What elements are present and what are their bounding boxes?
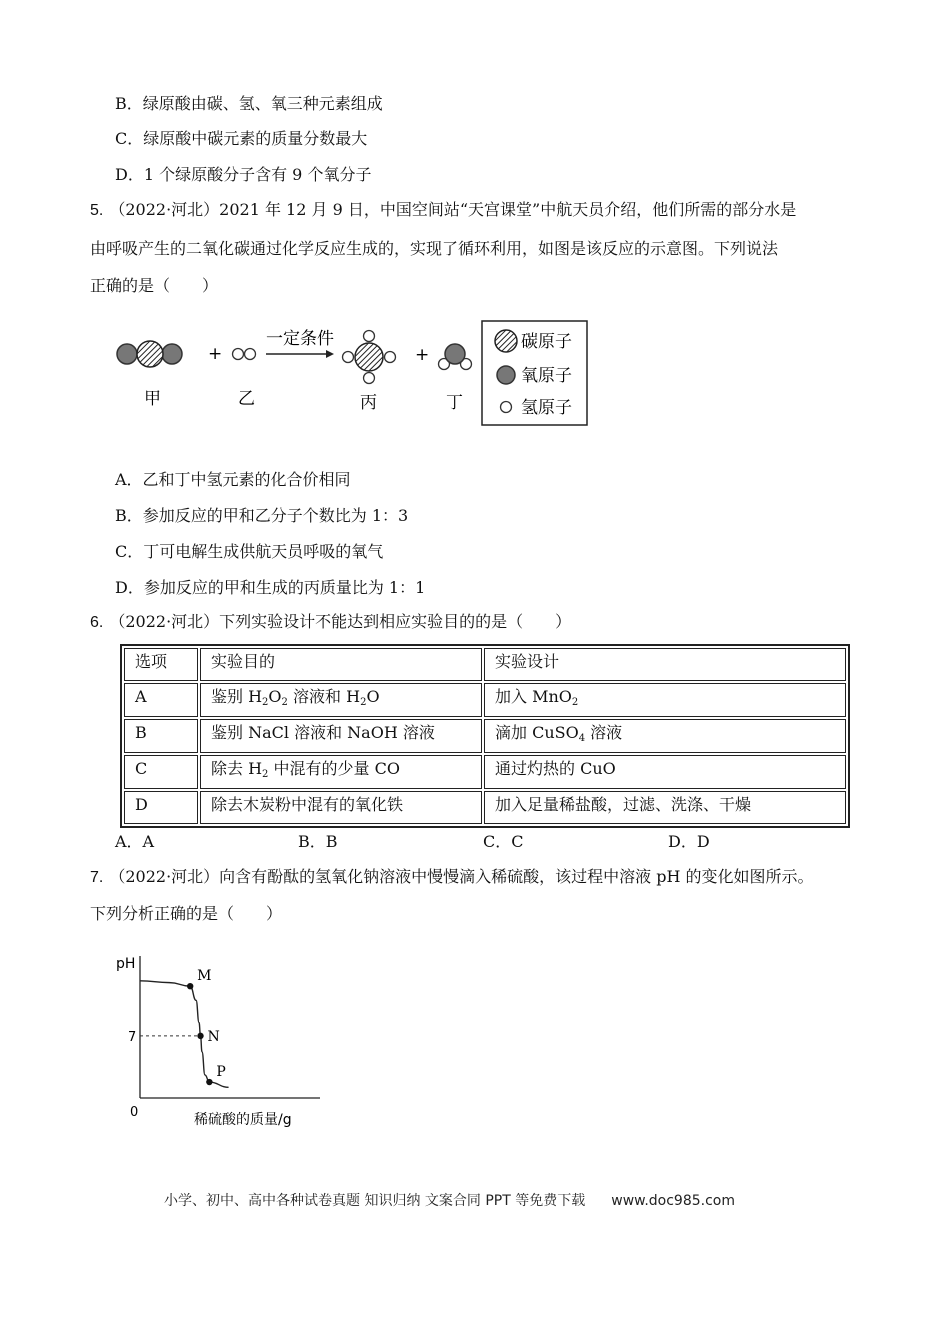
q5-stem-line-3: 正确的是（ ） (90, 276, 219, 295)
table-row (124, 683, 846, 717)
table-header-row (124, 648, 846, 681)
q4-option-c: C．绿原酸中碳元素的质量分数最大 (115, 129, 368, 148)
point-m (187, 983, 193, 989)
header-design: 实验设计 (484, 648, 846, 681)
q5-option-b: B．参加反应的甲和乙分子个数比为 1：3 (115, 506, 409, 525)
label-ding: 丁 (446, 393, 463, 413)
row-b-purpose: 鉴别 NaCl 溶液和 NaOH 溶液 (200, 719, 482, 753)
table-row (124, 791, 846, 824)
plus-sign-2: + (415, 345, 430, 365)
q6-answer-a: A．A (115, 832, 155, 851)
row-a-option: A (124, 683, 198, 717)
table-row (124, 719, 846, 753)
row-d-purpose: 除去木炭粉中混有的氧化铁 (200, 791, 482, 824)
y-axis-label: pH (116, 956, 136, 972)
label-yi: 乙 (238, 389, 255, 409)
row-c-option: C (124, 755, 198, 789)
hydrogen-atom-icon (501, 402, 512, 413)
reaction-diagram (110, 318, 600, 430)
q7-stem-line-2: 下列分析正确的是（ ） (90, 904, 283, 923)
row-d-design: 加入足量稀盐酸，过滤、洗涤、干燥 (484, 791, 846, 824)
row-d-option: D (124, 791, 198, 824)
row-a-purpose: 鉴别 $H_2O_2$ 溶液和 $H_2O$ (200, 683, 482, 717)
row-c-purpose: 除去 $H_2$ 中混有的少量 CO (200, 755, 482, 789)
label-jia: 甲 (144, 389, 161, 409)
q6-answer-c: C．C (483, 832, 524, 851)
q5-stem-line-1: 5. （2022·河北）2021 年 12 月 9 日，中国空间站“天宫课堂”中航天员介绍，他们所需的部分水是 (90, 200, 797, 219)
row-b-design: 滴加 CuSO$_4$ 溶液 (484, 719, 846, 753)
legend-hydrogen: 氢原子 (521, 398, 572, 418)
table-row (124, 755, 846, 789)
row-b-option: B (124, 719, 198, 753)
y-tick-7: 7 (128, 1029, 137, 1045)
origin-label: 0 (130, 1105, 139, 1120)
footer-text: 小学、初中、高中各种试卷真题 知识归纳 文案合同 PPT 等免费下载 (164, 1193, 586, 1209)
q6-number: 6. (90, 614, 104, 631)
q7-stem-line-1: 7. （2022·河北）向含有酚酞的氢氧化钠溶液中慢慢滴入稀硫酸，该过程中溶液 pH 的变化如图所示。 (90, 867, 814, 886)
page-footer (164, 1190, 735, 1210)
point-p (206, 1079, 212, 1085)
q6-stem: 6. （2022·河北）下列实验设计不能达到相应实验目的的是（ ） (90, 612, 572, 631)
q5-number: 5. (90, 202, 104, 219)
q6-answer-b: B．B (298, 832, 338, 851)
molecule-yi (233, 349, 256, 360)
oxygen-atom-icon (497, 366, 515, 384)
molecule-ding (439, 344, 472, 370)
q5-stem-line-2: 由呼吸产生的二氧化碳通过化学反应生成的，实现了循环利用，如图是该反应的示意图。下列说法 (90, 239, 779, 258)
legend-carbon: 碳原子 (521, 332, 572, 352)
row-c-design: 通过灼热的 CuO (484, 755, 846, 789)
header-purpose: 实验目的 (200, 648, 482, 681)
q5-option-a: A．乙和丁中氢元素的化合价相同 (115, 470, 351, 489)
molecule-jia (117, 341, 182, 367)
q5-option-d: D．参加反应的甲和生成的丙质量比为 1：1 (115, 578, 426, 597)
point-n (197, 1033, 203, 1039)
point-label-n: N (207, 1028, 220, 1045)
footer-url: www.doc985.com (611, 1193, 735, 1209)
q4-option-b: B．绿原酸由碳、氢、氧三种元素组成 (115, 94, 383, 113)
q7-number: 7. (90, 869, 104, 886)
q4-option-d: D．1 个绿原酸分子含有 9 个氧分子 (115, 165, 372, 184)
legend-oxygen: 氧原子 (521, 366, 572, 386)
plus-sign-1: + (208, 344, 223, 364)
ph-chart (110, 948, 330, 1133)
label-bing: 丙 (360, 393, 377, 413)
x-axis-label: 稀硫酸的质量/g (194, 1112, 292, 1128)
q6-answer-d: D．D (668, 832, 710, 851)
point-label-p: P (216, 1064, 226, 1081)
reaction-condition: 一定条件 (266, 329, 334, 349)
header-option: 选项 (124, 648, 198, 681)
row-a-design: 加入 MnO$_2$ (484, 683, 846, 717)
molecule-bing (343, 331, 396, 384)
q5-option-c: C．丁可电解生成供航天员呼吸的氧气 (115, 542, 384, 561)
point-label-m: M (197, 968, 212, 985)
curve-points (187, 968, 226, 1085)
experiment-table (120, 644, 850, 828)
carbon-atom-icon (495, 330, 517, 352)
